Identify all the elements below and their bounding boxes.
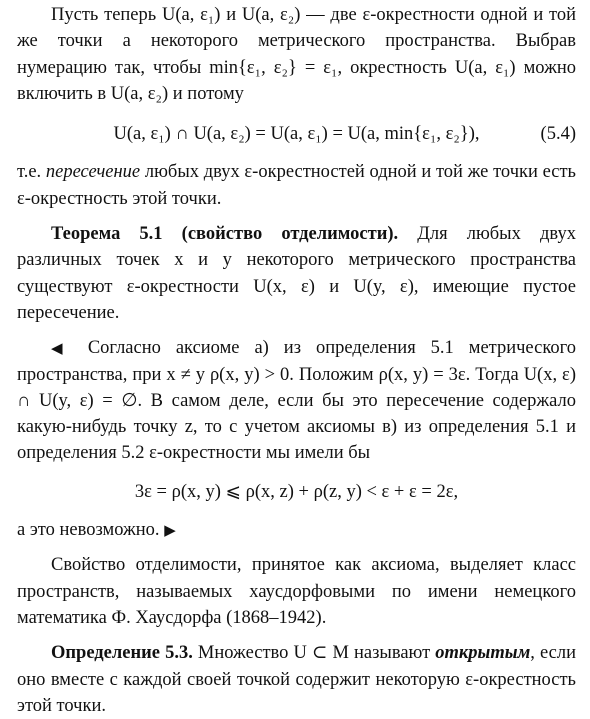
definition-text-2: , если оно вместе с каждой своей точкой содержит некоторую ε-окрестность этой точки. xyxy=(17,643,577,716)
proof-conclusion xyxy=(17,517,576,543)
theorem-text: Для любых двух различных точек x и y некоторого метрического пространства существуют ε-окрестности U(x, ε) и U(y, ε), имеющие пустое пересечение. xyxy=(17,224,576,323)
equation-5-4-body: U(a, ε₁) ∩ U(a, ε₂) = U(a, ε₁) = U(a, min{ε₁, ε₂}), xyxy=(113,124,480,145)
definition-5-3 xyxy=(17,640,576,719)
proof-conclusion-text: а это невозможно. xyxy=(17,520,165,541)
equation-inequality xyxy=(17,479,576,505)
equation-inequality-body: 3ε = ρ(x, y) ⩽ ρ(x, z) + ρ(z, y) < ε + ε = 2ε, xyxy=(134,481,459,502)
equation-number: (5.4) xyxy=(540,124,576,145)
paragraph-intro-text: Пусть теперь U(a, ε₁) и U(a, ε₂) — две ε-окрестности одной и той же точки a некоторого метрического пространства. Выбрав нумерацию так, чтобы min{ε₁, ε₂} = ε₁, окрестность U(a, ε₁) можно включить в U(a, ε₂) и потому xyxy=(17,5,576,104)
paragraph-intro xyxy=(17,2,576,107)
theorem-title: Теорема 5.1 (свойство отделимости). xyxy=(51,224,399,245)
proof xyxy=(17,335,576,466)
equation-5-4 xyxy=(17,121,576,147)
paragraph-intersection-end: любых двух ε-окрестностей одной и той же точки есть ε-окрестность этой точки. xyxy=(17,162,576,209)
proof-start-marker-icon: ◀ xyxy=(51,339,73,358)
paragraph-hausdorff xyxy=(17,552,576,631)
paragraph-intersection xyxy=(17,159,576,212)
paragraph-intersection-start: т.е. xyxy=(17,162,46,183)
paragraph-hausdorff-text: Свойство отделимости, принятое как аксиома, выделяет класс пространств, называемых хаусдорфовыми по имени немецкого математика Ф. Хаусдорфа (1868–1942). xyxy=(17,555,576,628)
theorem-5-1 xyxy=(17,221,576,326)
definition-term-open: открытым xyxy=(435,643,531,664)
proof-text: Согласно аксиоме а) из определения 5.1 метрического пространства, при x ≠ y ρ(x, y) > 0. Положим ρ(x, y) = 3ε. Тогда U(x, ε) ∩ U(y, ε) = ∅. В самом деле, если бы это пересечение содержало какую-нибудь точку z, то с учетом аксиомы в) из определения 5.1 и определения 5.2 ε-окрестности мы имели бы xyxy=(17,338,576,464)
emphasized-term-intersection: пересечение xyxy=(45,162,141,183)
proof-end-marker-icon: ▶ xyxy=(164,521,176,540)
definition-title: Определение 5.3. xyxy=(51,643,193,664)
definition-text-1: Множество U ⊂ M называют xyxy=(192,643,436,664)
